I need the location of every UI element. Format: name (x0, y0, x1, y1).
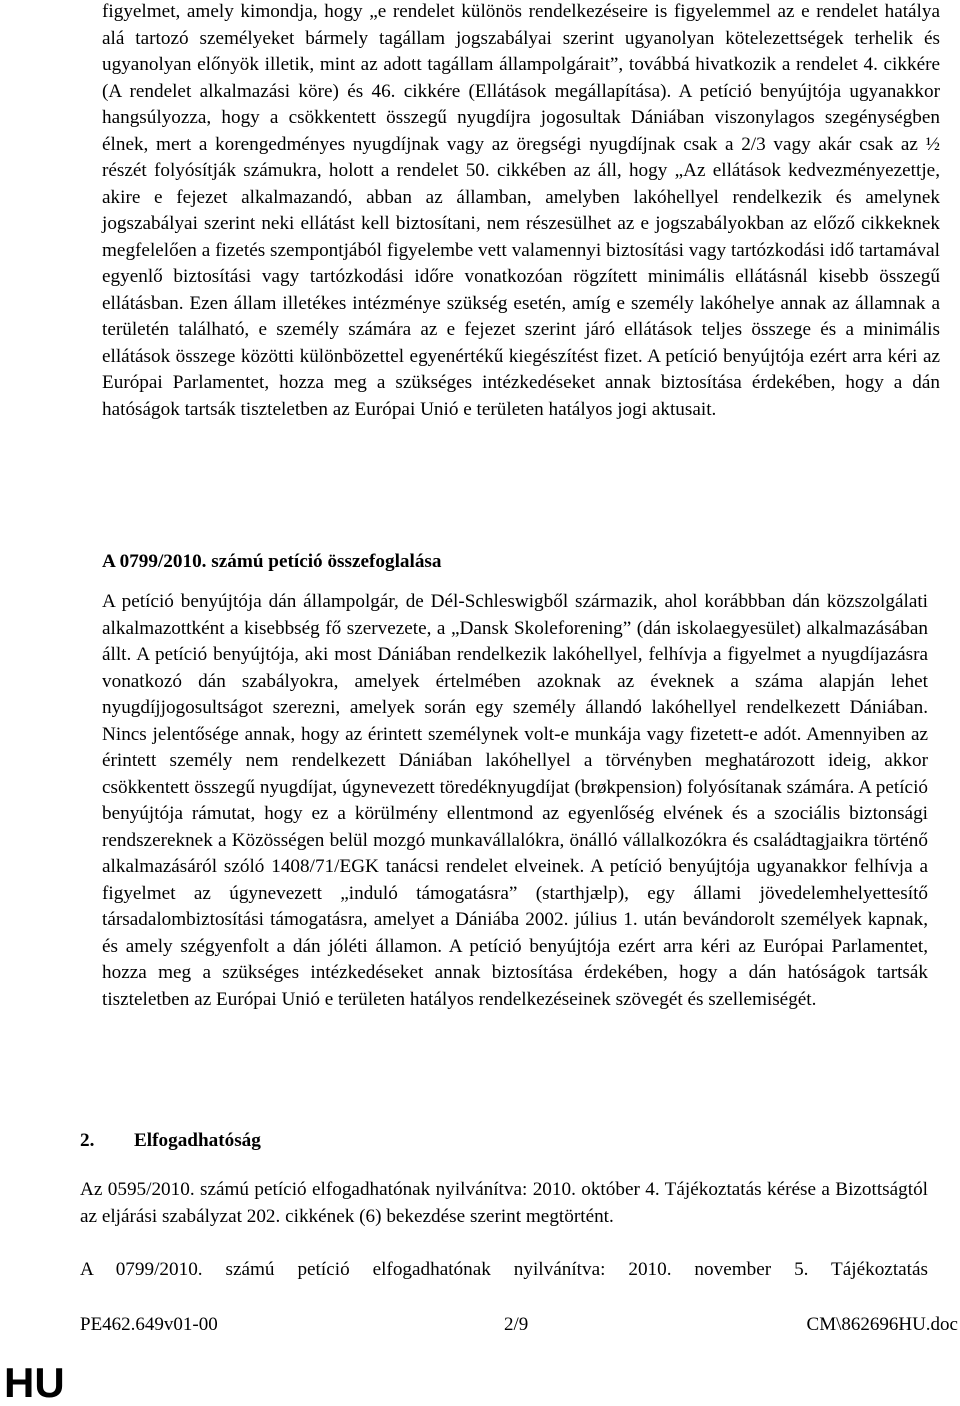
language-code: HU (4, 1359, 65, 1406)
section-heading-admissibility (80, 1128, 261, 1154)
footer-page-number: 2/9 (504, 1314, 529, 1335)
section-number: 2. (80, 1130, 95, 1151)
body-paragraph-1: figyelmet, amely kimondja, hogy „e rendelet különös rendelkezéseire is figyelemmel az e rendelet hatálya alá tartozó személyeket bármely tagállam jogszabályai szerint ugyanolyan kötelezettségek terhelik és ugyanolyan előnyök illetik, mint az adott tagállam állampolgárait”, továbbá hivatkozik a rendelet 4. cikkére (A rendelet alkalmazási köre) és 46. cikkére (Ellátások megállapítása). A petíció benyújtója ugyanakkor hangsúlyozza, hogy a csökkentett összegű nyugdíjra jogosultak Dániában viszonylagos szegénységben élnek, mert a korengedményes nyugdíjnak vagy az öregségi nyugdíjnak csak a 2/3 vagy akár csak az ½ részét folyósítják számukra, holott a rendelet 50. cikkében az áll, hogy „Az ellátások kedvezményezettje, akire e fejezet alkalmazandó, abban az államban, amelyben lakóhellyel rendelkezik és amelynek jogszabályai szerint neki ellátást kell biztosítani, nem részesülhet az e jogszabályokban az előző cikkeknek megfelelően a fizetés szempontjából figyelembe vett valamennyi biztosítási vagy tartózkodási idő tartamával egyenlő biztosítási vagy tartózkodási időre vonatkozóan rögzített minimális ellátásnál kisebb összegű ellátásban. Ezen állam illetékes intézménye szükség esetén, amíg e személy lakóhelye annak az államnak a területén található, e személy számára az e fejezet szerint járó ellátások teljes összege és a minimális ellátások összege közötti különbözettel egyenértékű kiegészítést fizet. A petíció benyújtója ezért arra kéri az Európai Parlamentet, hozza meg a szükséges intézkedéseket annak biztosítása érdekében, hogy a dán hatóságok tartsák tiszteletben az Európai Unió e területen hatályos jogi aktusait. (102, 1, 940, 420)
section-title: Elfogadhatóság (134, 1130, 261, 1151)
footer-document-code: CM\862696HU.doc (806, 1314, 958, 1335)
body-paragraph-2: A petíció benyújtója dán állampolgár, de Dél-Schleswigből származik, ahol korábbban dán közszolgálati alkalmazottként a kisebbség fő szervezete, a „Dansk Skoleforening” (dán iskolaegyesület) alkalmazásában állt. A petíció benyújtója, aki most Dániában rendelkezik lakóhellyel, felhívja a figyelmet a nyugdíjazásra vonatkozó dán szabályokra, amelyek értelmében azoknak az éveknek a száma alapján lehet nyugdíjjogosultságot szerezni, amelyek során egy személy állandó lakóhellyel rendelkezett Dániában. Nincs jelentősége annak, hogy az érintett személynek volt-e munkája vagy fizetett-e adót. Amennyiben az érintett személy nem rendelkezett Dániában lakóhellyel a törvényben meghatározott ideig, akkor csökkentett összegű nyugdíjat, úgynevezett töredéknyugdíjat (brøkpension) folyósítanak számára. A petíció benyújtója rámutat, hogy ez a körülmény ellentmond az egyenlőség elvének és a szociális biztonsági rendszereknek a Közösségen belül mozgó munkavállalókra, önálló vállalkozókra és családtagjaikra történő alkalmazásáról szóló 1408/71/EGK tanácsi rendelet elveinek. A petíció benyújtója ugyanakkor felhívja a figyelmet az úgynevezett „induló támogatásra” (starthjælp), egy állami jövedelemhelyettesítő társadalombiztosítási támogatásra, amelyet a Dániába 2002. július 1. után bevándorolt személyek kapnak, és amely szégyenfolt a dán jóléti államon. A petíció benyújtója ezért arra kéri az Európai Parlamentet, hozza meg a szükséges intézkedéseket annak biztosítása érdekében, hogy a dán hatóságok tartsák tiszteletben az Európai Unió e területen hatályos rendelkezéseinek szövegét és szellemiségét. (102, 591, 928, 1010)
summary-heading: A 0799/2010. számú petíció összefoglalása (102, 551, 442, 572)
footer-reference: PE462.649v01-00 (80, 1314, 218, 1335)
body-paragraph-4: A 0799/2010. számú petíció elfogadhatónak nyilvánítva: 2010. november 5. Tájékoztatás (80, 1259, 928, 1280)
body-paragraph-3: Az 0595/2010. számú petíció elfogadhatónak nyilvánítva: 2010. október 4. Tájékoztatás kérése a Bizottságtól az eljárási szabályzat 202. cikkének (6) bekezdése szerint megtörtént. (80, 1179, 928, 1227)
